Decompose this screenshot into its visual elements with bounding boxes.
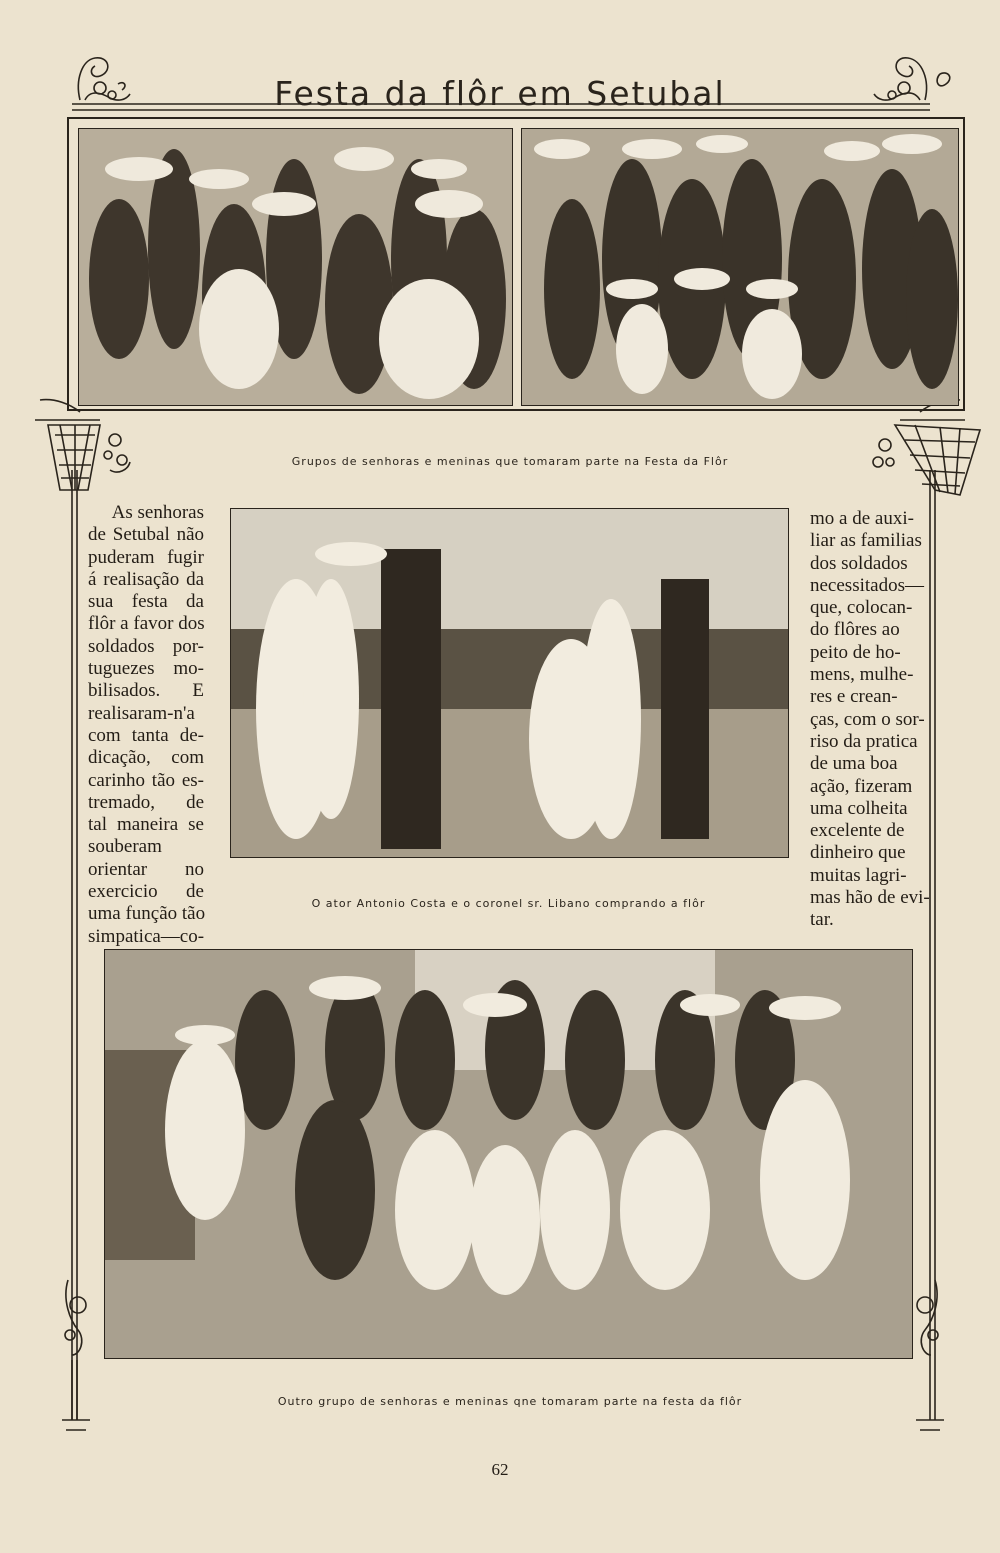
article-line: uma função tão <box>88 903 206 925</box>
page-title: Festa da flôr em Setubal <box>274 74 726 114</box>
article-line: carinho tão es- <box>88 769 204 791</box>
article-line: orientar no <box>88 858 204 880</box>
caption-middle-photo: O ator Antonio Costa e o coronel sr. Libano comprando a flôr <box>311 897 706 910</box>
article-line: ação, fizeram <box>810 775 913 797</box>
article-line: bilisados. E <box>88 680 204 702</box>
article-line: sua festa da <box>88 591 204 613</box>
photo-bottom <box>104 949 913 1359</box>
article-line: riso da pratica <box>810 730 918 752</box>
article-line: do flôres ao <box>810 619 900 641</box>
article-line: uma colheita <box>810 797 908 819</box>
article-line: flôr a favor dos <box>88 613 205 635</box>
caption-bottom-photo: Outro grupo de senhoras e meninas qne tomaram parte na festa da flôr <box>277 1395 743 1408</box>
article-line: mo a de auxi- <box>810 508 914 529</box>
article-line: ças, com o sor- <box>810 708 925 730</box>
article-line: excelente de <box>810 820 905 842</box>
article-line: á realisação da <box>88 568 204 590</box>
article-line: de Setubal não <box>88 524 204 546</box>
article-line: dinheiro que <box>810 842 906 864</box>
article-line: soldados por- <box>88 635 204 657</box>
article-line: puderam fugir <box>88 546 204 568</box>
article-line: dos soldados <box>810 552 908 574</box>
article-line: peito de ho- <box>810 641 901 663</box>
article-line: tal maneira se <box>88 814 204 836</box>
article-line: de uma boa <box>810 753 898 775</box>
article-line: que, colocan- <box>810 597 913 619</box>
article-line: res e crean- <box>810 686 898 708</box>
photo-middle <box>230 508 789 858</box>
article-line: necessitados— <box>810 574 924 596</box>
article-line: As senhoras <box>111 502 204 523</box>
article-column-right <box>810 508 958 932</box>
article-line: exercicio de <box>88 881 204 903</box>
caption-top-photos: Grupos de senhoras e meninas que tomaram parte na Festa da Flôr <box>291 455 729 468</box>
article-line: com tanta de- <box>88 724 204 746</box>
article-line: tremado, de <box>88 791 204 813</box>
article-line: realisaram-n'a <box>88 702 195 724</box>
photo-top-left <box>78 128 513 406</box>
photo-top-right <box>521 128 959 406</box>
article-line: liar as familias <box>810 530 922 552</box>
article-line: dicação, com <box>88 747 204 769</box>
article-line: muitas lagri- <box>810 864 907 886</box>
page-number: 62 <box>491 1460 509 1479</box>
article-line: mens, mulhe- <box>810 664 914 686</box>
article-line: tuguezes mo- <box>88 658 204 680</box>
article-line: souberam <box>88 836 162 858</box>
article-column-left <box>88 502 204 948</box>
article-line: tar. <box>810 909 834 931</box>
article-line: mas hão de evi- <box>810 887 930 909</box>
article-line: simpatica—co- <box>88 925 205 947</box>
